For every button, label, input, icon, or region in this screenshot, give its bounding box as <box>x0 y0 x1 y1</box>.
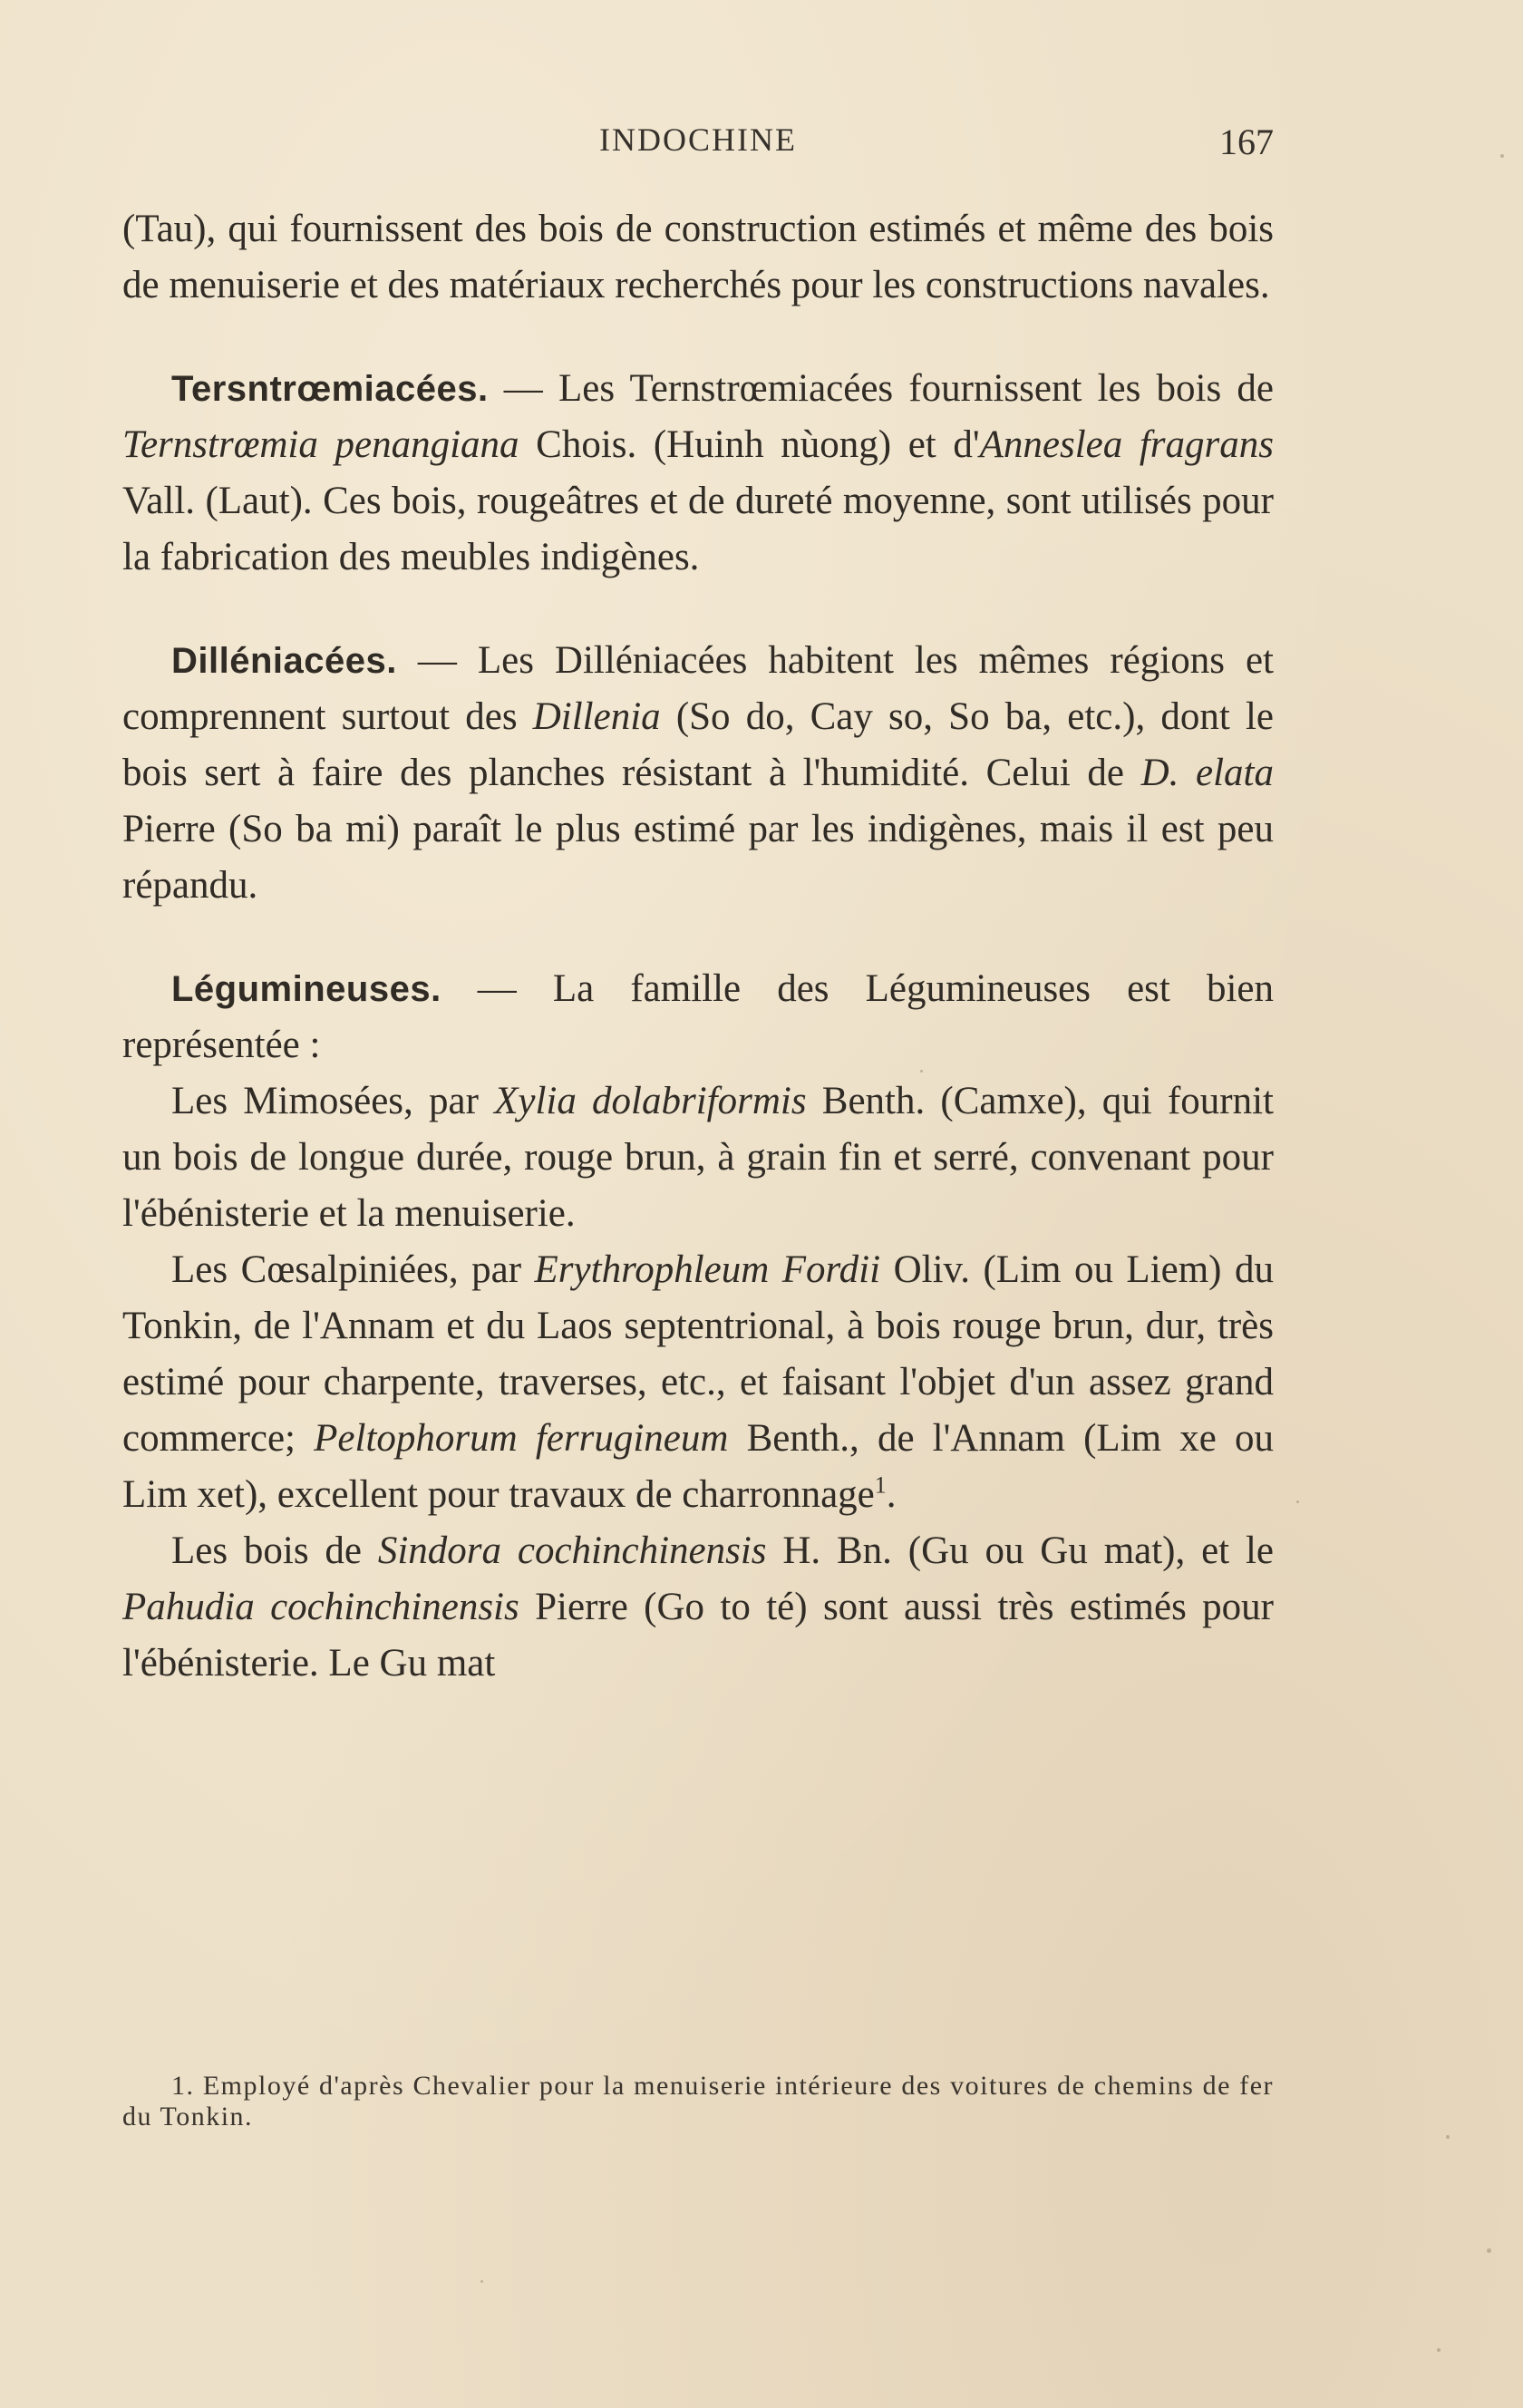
page-number: 167 <box>1219 121 1274 162</box>
paragraph-legumineuses <box>122 961 1274 1073</box>
paragraph-continuation <box>122 201 1274 314</box>
species-name: Ternstrœmia penangiana <box>122 423 519 466</box>
species-name: Pahudia cochinchinensis <box>122 1586 519 1628</box>
paragraph-dilleniacees <box>122 633 1274 914</box>
paragraph-text: Pierre (So ba mi) paraît le plus estimé par les indigènes, mais il est peu répandu. <box>122 808 1274 907</box>
paragraph-text: Oliv. (Lim ou Liem) du Tonkin, de l'Annam et du Laos septentrional, à bois rouge brun, dur, très estimé pour charpente, traverses, etc., et faisant l'objet d'un assez grand commerce; <box>122 1248 1274 1460</box>
paragraph-text: — Les Ternstrœmiacées fournissent les bois de <box>488 367 1274 410</box>
paragraph-text: (Tau), qui fournissent des bois de construction estimés et même des bois de menuiserie et des matériaux recherchés pour les constructions navales. <box>122 208 1274 306</box>
footnote <box>122 2071 1274 2132</box>
paper-speck <box>1487 2248 1491 2253</box>
paragraph-text: — Les Dilléniacées habitent les mêmes régions et comprennent surtout des <box>122 639 1274 738</box>
footnote-number: 1. <box>171 2071 195 2101</box>
paragraph-mimosees <box>122 1073 1274 1242</box>
paragraph-text: Les Cœsalpiniées, par <box>171 1248 535 1291</box>
species-name: Sindora cochinchinensis <box>377 1529 767 1572</box>
species-name: Anneslea fragrans <box>979 423 1274 466</box>
species-name: Peltophorum ferrugineum <box>314 1417 729 1460</box>
section-heading: Tersntrœmiacées. <box>171 369 489 409</box>
paper-speck <box>1437 2348 1441 2352</box>
paragraph-text: . <box>886 1473 897 1516</box>
paragraph-coesalpiniees <box>122 1242 1274 1523</box>
paragraph-text: Chois. (Huinh nùong) et d' <box>519 423 980 466</box>
paragraph-text: Pierre (Go to té) sont aussi très estimés pour l'ébénisterie. Le Gu mat <box>122 1586 1275 1685</box>
body-text <box>122 201 1274 1692</box>
paragraph-text: H. Bn. (Gu ou Gu mat), et le <box>766 1529 1274 1572</box>
paragraph-text: Benth., de l'Annam (Lim xe ou Lim xet), excellent pour travaux de charronnage <box>122 1417 1274 1516</box>
paper-speck <box>1500 154 1504 158</box>
species-name: Dillenia <box>532 695 661 738</box>
paragraph-text: Vall. (Laut). Ces bois, rougeâtres et de dureté moyenne, sont utilisés pour la fabrication des meubles indigènes. <box>122 480 1274 578</box>
running-head-title: INDOCHINE <box>599 121 797 158</box>
footnote-reference[interactable]: 1 <box>874 1471 887 1499</box>
paper-speck <box>1446 2135 1450 2139</box>
species-name: Xylia dolabriformis <box>494 1080 807 1122</box>
species-name: D. elata <box>1140 752 1274 794</box>
paragraph-text: (So do, Cay so, So ba, etc.), dont le bois sert à faire des planches résistant à l'humidité. Celui de <box>122 695 1274 794</box>
section-heading: Dilléniacées. <box>171 641 397 681</box>
species-name: Erythrophleum Fordii <box>534 1248 881 1291</box>
paragraph-text: — La famille des Légumineuses est bien représentée : <box>122 967 1274 1066</box>
section-heading: Légumineuses. <box>171 969 441 1009</box>
running-head <box>122 121 1274 166</box>
paper-speck <box>1296 1500 1299 1503</box>
paragraph-text: Les bois de <box>171 1529 378 1572</box>
paragraph-text: Benth. (Camxe), qui fournit un bois de longue durée, rouge brun, à grain fin et serré, convenant pour l'ébénisterie et la menuiserie. <box>122 1080 1274 1235</box>
paragraph-ternstroemiacees <box>122 361 1274 586</box>
paper-speck <box>920 1070 923 1073</box>
paper-speck <box>480 2280 483 2283</box>
paragraph-text: Les Mimosées, par <box>171 1080 495 1122</box>
paragraph-sindora <box>122 1523 1274 1692</box>
footnote-text: Employé d'après Chevalier pour la menuiserie intérieure des voitures de chemins de fer du Tonkin. <box>122 2071 1274 2131</box>
